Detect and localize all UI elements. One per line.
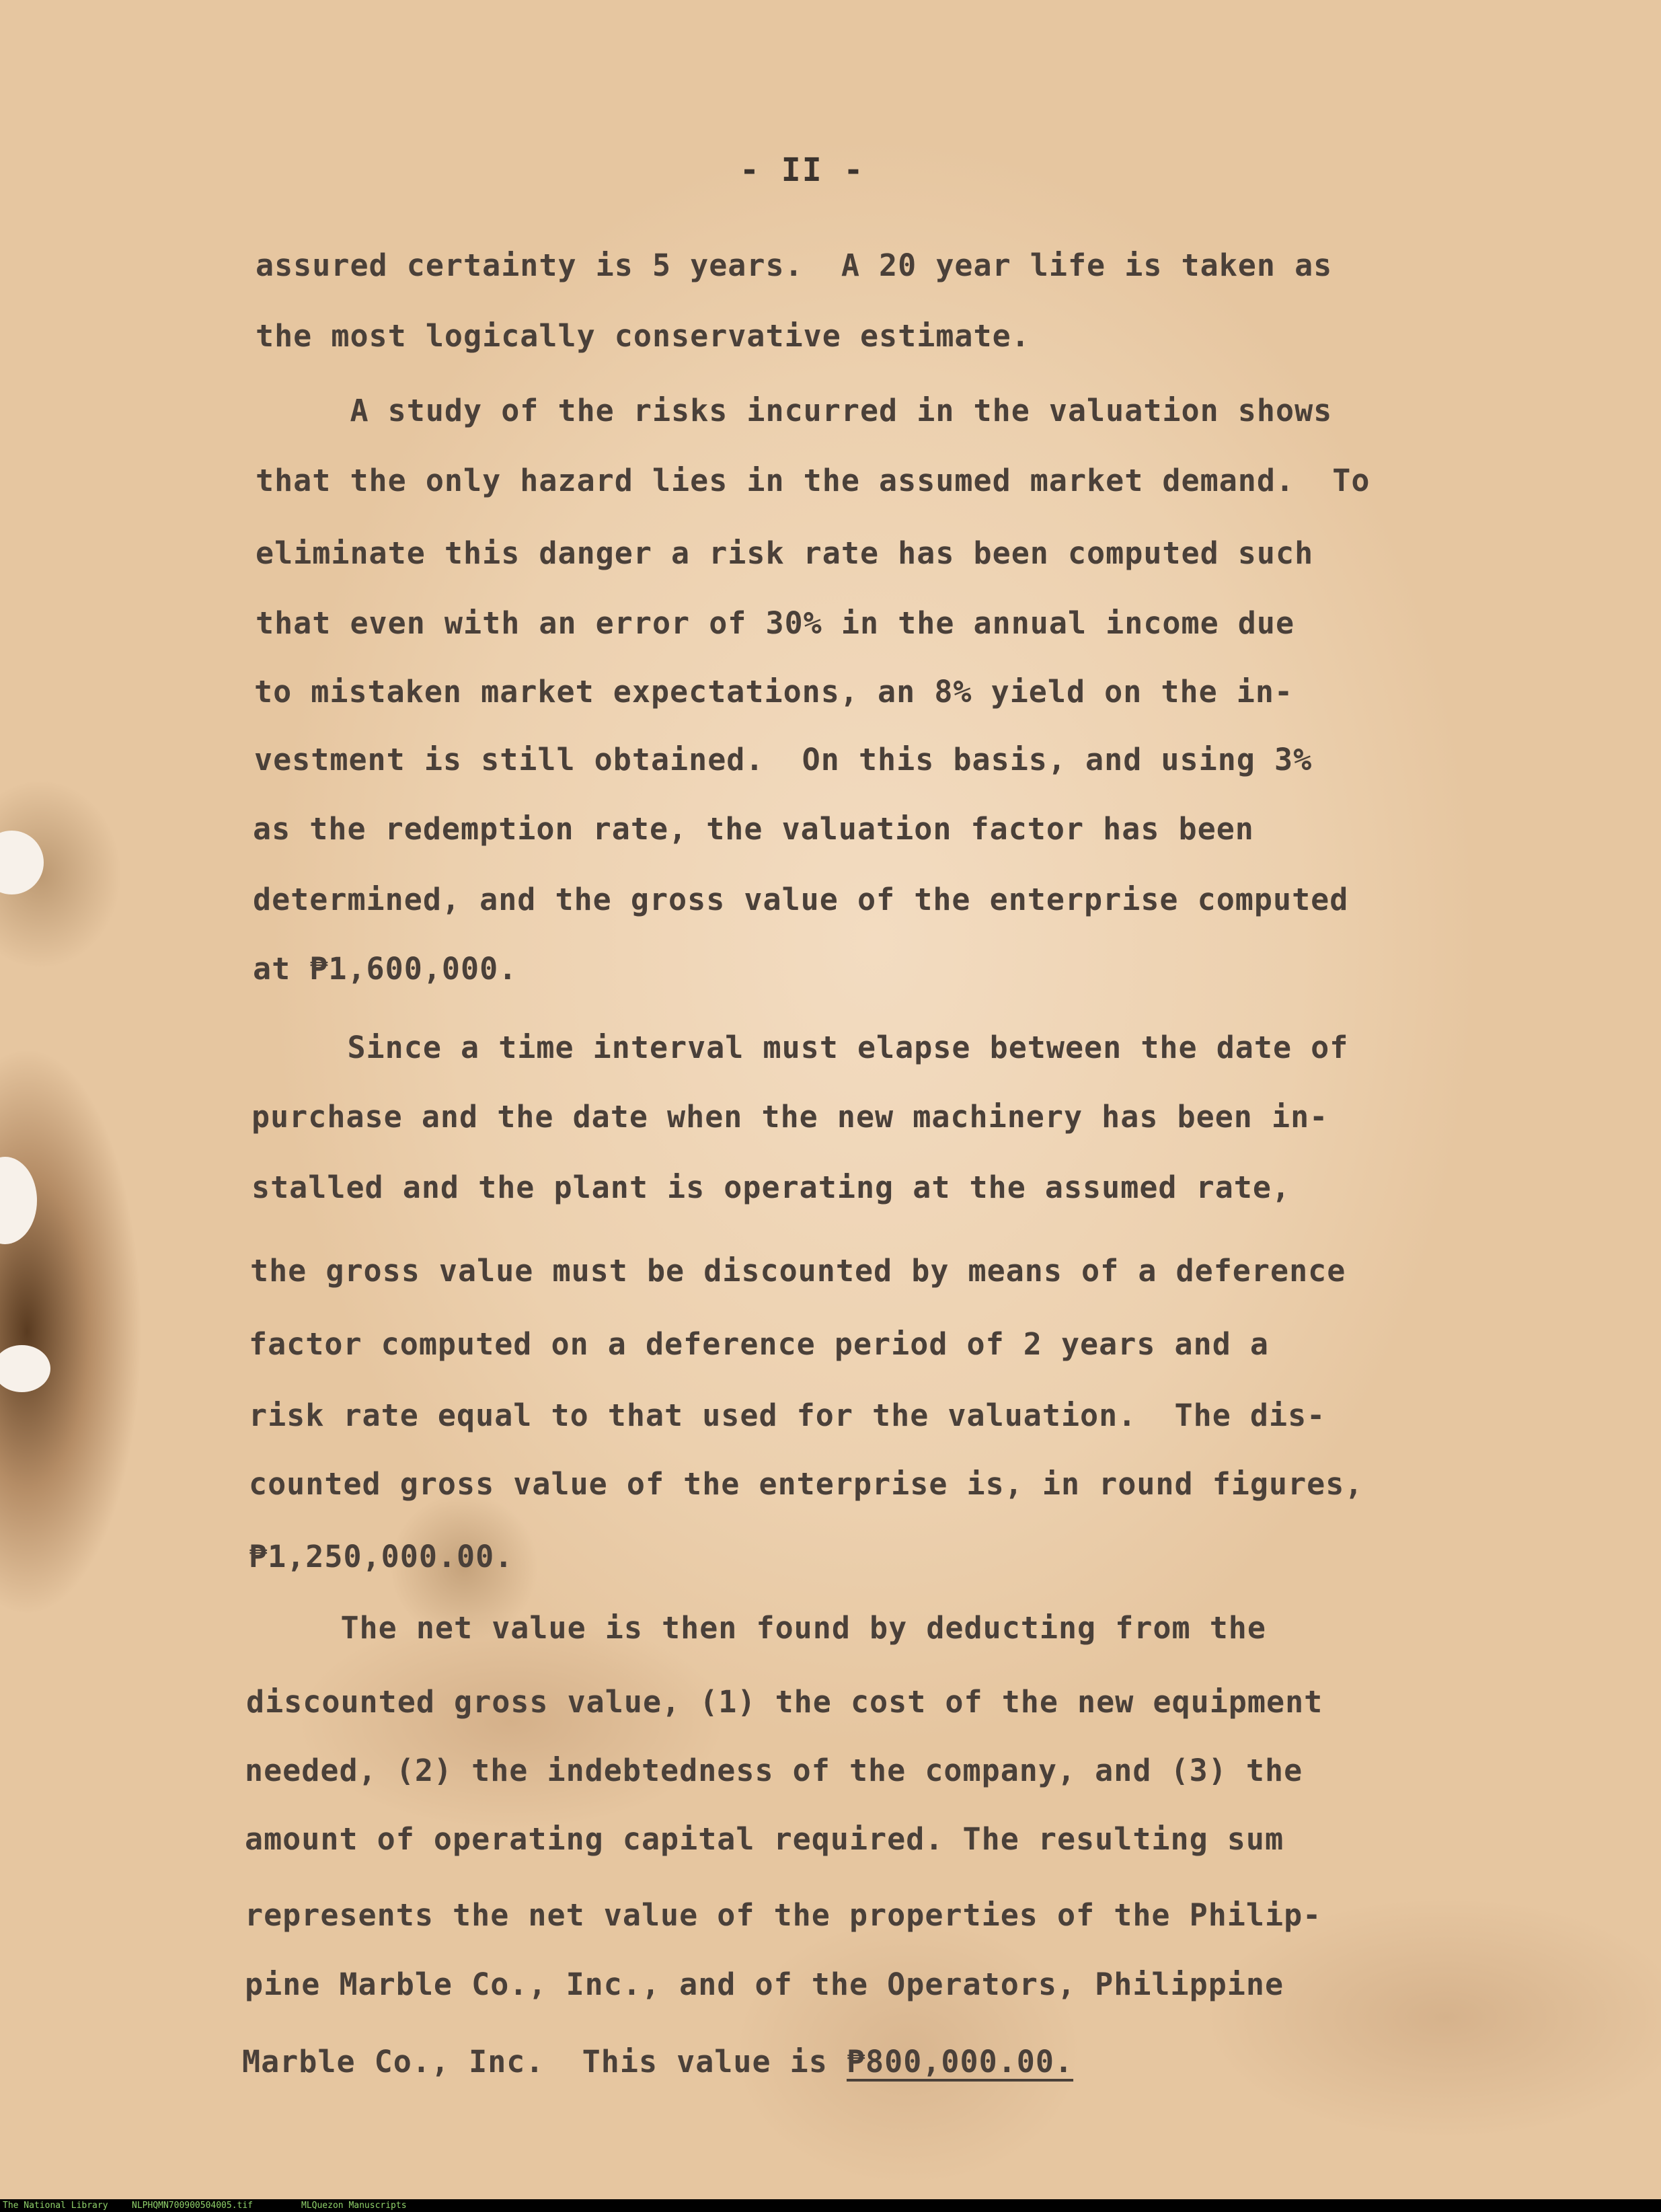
text-line: assured certainty is 5 years. A 20 year life is taken as <box>256 247 1333 283</box>
text-line: discounted gross value, (1) the cost of the new equipment <box>246 1684 1323 1720</box>
text-line: factor computed on a deference period of 2 years and a <box>249 1326 1269 1362</box>
footer-library: The National Library <box>3 2201 108 2211</box>
text-line: to mistaken market expectations, an 8% yield on the in- <box>254 674 1294 710</box>
text-line: counted gross value of the enterprise is, in round figures, <box>249 1466 1364 1502</box>
archive-footer-bar <box>0 2199 1661 2212</box>
text-line: ₱1,250,000.00. <box>249 1539 514 1574</box>
text-line: amount of operating capital required. The resulting sum <box>245 1821 1284 1857</box>
text-line: eliminate this danger a risk rate has been computed such <box>256 535 1314 571</box>
text-line-last-prefix: Marble Co., Inc. This value is <box>242 2044 847 2080</box>
text-line: the gross value must be discounted by means of a deference <box>250 1253 1346 1289</box>
text-line: represents the net value of the properties of the Philip- <box>245 1897 1322 1933</box>
footer-collection: MLQuezon Manuscripts <box>301 2201 407 2211</box>
net-value-amount: ₱800,000.00. <box>846 2044 1074 2080</box>
text-line: needed, (2) the indebtedness of the company, and (3) the <box>245 1753 1303 1788</box>
footer-file: NLPHQMN700900504005.tif <box>132 2201 254 2211</box>
text-line: purchase and the date when the new machinery has been in- <box>252 1099 1329 1135</box>
text-line: that the only hazard lies in the assumed market demand. To <box>256 463 1370 498</box>
text-line: determined, and the gross value of the enterprise computed <box>253 882 1349 917</box>
text-line-last <box>242 2044 1074 2080</box>
text-line: The net value is then found by deducting from the <box>246 1610 1266 1646</box>
text-line: vestment is still obtained. On this basis, and using 3% <box>254 742 1313 777</box>
text-line: A study of the risks incurred in the valuation shows <box>256 393 1333 428</box>
text-line: that even with an error of 30% in the annual income due <box>256 605 1295 641</box>
text-line: risk rate equal to that used for the valuation. The dis- <box>249 1398 1326 1433</box>
text-line: stalled and the plant is operating at the assumed rate, <box>252 1170 1291 1205</box>
text-line: at ₱1,600,000. <box>253 951 518 987</box>
text-line: Since a time interval must elapse between the date of <box>253 1030 1349 1065</box>
page-number: - II - <box>740 151 865 189</box>
text-line: as the redemption rate, the valuation factor has been <box>253 811 1254 847</box>
text-line: the most logically conservative estimate. <box>256 318 1030 354</box>
text-line: pine Marble Co., Inc., and of the Operators, Philippine <box>245 1967 1284 2002</box>
